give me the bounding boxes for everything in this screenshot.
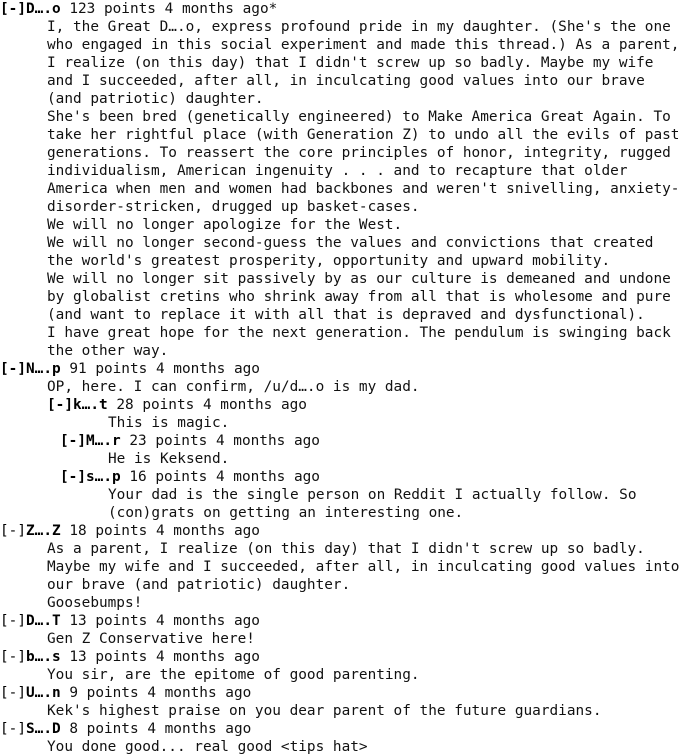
comment-paragraph: Your dad is the single person on Reddit I actually follow. So (con)grats on getting an interesting one.	[108, 487, 637, 521]
comment-paragraph: We will no longer second-guess the values and convictions that created the world's greatest prosperity, opportunity and upward mobility.	[47, 235, 654, 269]
comment-time: 4 months ago	[155, 523, 260, 539]
comment-paragraph: I have great hope for the next generation. The pendulum is swinging back the other way.	[47, 325, 671, 359]
collapse-toggle[interactable]: [-]	[0, 613, 26, 629]
collapse-toggle[interactable]: [-]	[0, 523, 26, 539]
comment-paragraph: You sir, are the epitome of good parenting.	[47, 667, 420, 683]
comment-time: 4 months ago	[147, 685, 252, 701]
collapse-toggle[interactable]: [-]	[0, 361, 26, 377]
comment-header	[0, 684, 685, 702]
comment	[0, 612, 685, 648]
collapse-toggle[interactable]: [-]	[60, 469, 86, 485]
comment-paragraph: We will no longer sit passively by as our culture is demeaned and undone by globalist cretins who shrink away from all that is wholesome and pure (and want to replace it with all that is depraved and dysfunctional).	[47, 271, 671, 323]
comment-paragraph: This is magic.	[108, 415, 230, 431]
comment-time: 4 months ago	[147, 721, 252, 737]
comment-points: 13 points	[69, 613, 148, 629]
comment-points: 16 points	[129, 469, 208, 485]
comment	[0, 0, 685, 360]
comment-reply	[0, 432, 685, 468]
comment-time: 4 months ago	[155, 649, 260, 665]
comment-paragraph: I, the Great D….o, express profound pride in my daughter. (She's the one who engaged in this social experiment and made this thread.) As a parent, I realize (on this day) that I didn't screw up so badly. Maybe my wife and I succeeded, after all, in inculcating good values into our brave (and patriotic) daughter.	[47, 19, 680, 107]
comment	[0, 720, 685, 756]
comment-header	[0, 0, 685, 18]
comment-paragraph: Goosebumps!	[47, 595, 143, 611]
comment-body	[0, 414, 685, 432]
comment-author[interactable]: D….o	[26, 1, 61, 17]
comment-time: 4 months ago	[215, 469, 320, 485]
comment-reply	[0, 396, 685, 432]
comment-body	[0, 18, 685, 360]
comment-points: 8 points	[69, 721, 139, 737]
comment-paragraph: He is Keksend.	[108, 451, 230, 467]
comment-reply	[0, 468, 685, 522]
comment-body	[0, 738, 685, 756]
collapse-toggle[interactable]: [-]	[0, 721, 26, 737]
comment-author[interactable]: Z….Z	[26, 523, 61, 539]
comment-body	[0, 666, 685, 684]
comment-author[interactable]: U….n	[26, 685, 61, 701]
comment-paragraph: Gen Z Conservative here!	[47, 631, 255, 647]
comment-points: 13 points	[69, 649, 148, 665]
comment-header	[0, 432, 685, 450]
comment-body	[0, 630, 685, 648]
comment-header	[0, 648, 685, 666]
comment	[0, 360, 685, 396]
comment-points: 18 points	[69, 523, 148, 539]
collapse-toggle[interactable]: [-]	[0, 685, 26, 701]
comment-author[interactable]: M….r	[86, 433, 121, 449]
comment-header	[0, 720, 685, 738]
comment-body	[0, 486, 685, 522]
comment-paragraph: She's been bred (genetically engineered) to Make America Great Again. To take her rightful place (with Generation Z) to undo all the evils of past generations. To reassert the core principles of honor, integrity, rugged individualism, American ingenuity . . . and to recapture that older America when men and women had backbones and weren't snivelling, anxiety-disorder-stricken, drugged up basket-cases.	[47, 109, 680, 215]
comment-paragraph: As a parent, I realize (on this day) that I didn't screw up so badly. Maybe my wife and I succeeded, after all, in inculcating good values into our brave (and patriotic) daughter.	[47, 541, 680, 593]
comment-points: 23 points	[129, 433, 208, 449]
comment-paragraph: OP, here. I can confirm, /u/d….o is my dad.	[47, 379, 420, 395]
collapse-toggle[interactable]: [-]	[60, 433, 86, 449]
comment-author[interactable]: b….s	[26, 649, 61, 665]
comment-body	[0, 450, 685, 468]
comment-header	[0, 612, 685, 630]
comment-time: 4 months ago	[155, 613, 260, 629]
comment-points: 123 points	[69, 1, 156, 17]
comment-author[interactable]: k….t	[73, 397, 108, 413]
comment-body	[0, 702, 685, 720]
comment-header	[0, 396, 685, 414]
comment-author[interactable]: S….D	[26, 721, 61, 737]
collapse-toggle[interactable]: [-]	[0, 1, 26, 17]
comment-paragraph: We will no longer apologize for the West.	[47, 217, 403, 233]
comment-time: 4 months ago	[215, 433, 320, 449]
comment-paragraph: Kek's highest praise on you dear parent of the future guardians.	[47, 703, 602, 719]
collapse-toggle[interactable]: [-]	[47, 397, 73, 413]
comment-author[interactable]: N….p	[26, 361, 61, 377]
comment-body	[0, 540, 685, 612]
comment-time: 4 months ago	[155, 361, 260, 377]
comment-points: 9 points	[69, 685, 139, 701]
collapse-toggle[interactable]: [-]	[0, 649, 26, 665]
comment-author[interactable]: s….p	[86, 469, 121, 485]
comment	[0, 522, 685, 612]
comment-header	[0, 522, 685, 540]
comment-points: 91 points	[69, 361, 148, 377]
comment-header	[0, 360, 685, 378]
comment-body	[0, 378, 685, 396]
comment-points: 28 points	[116, 397, 195, 413]
comment	[0, 648, 685, 684]
comment	[0, 684, 685, 720]
comment-author[interactable]: D….T	[26, 613, 61, 629]
comment-paragraph: You done good... real good <tips hat>	[47, 739, 368, 755]
comment-time: 4 months ago	[202, 397, 307, 413]
comment-time: 4 months ago*	[164, 1, 278, 17]
comment-header	[0, 468, 685, 486]
